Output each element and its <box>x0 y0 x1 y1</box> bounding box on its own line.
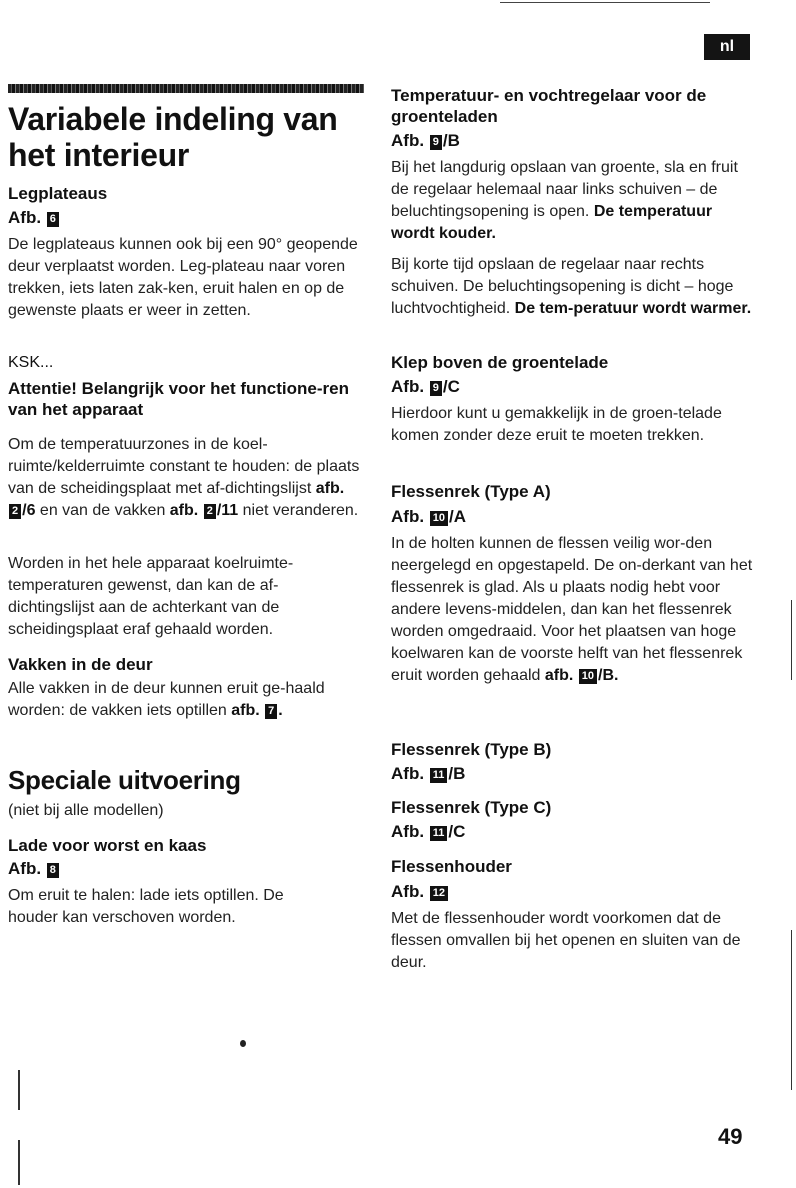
figure-number: 12 <box>430 886 448 901</box>
margin-mark <box>18 1140 20 1185</box>
figure-reference: Afb. 11 /B <box>391 764 466 783</box>
figure-number: 2 <box>204 504 216 519</box>
margin-mark <box>18 1070 20 1110</box>
special-title: Speciale uitvoering <box>8 765 241 795</box>
figure-number: 2 <box>9 504 21 519</box>
figure-reference: Afb. 8 <box>8 858 60 880</box>
ink-dot <box>240 1040 246 1047</box>
figure-number: 6 <box>47 212 59 227</box>
bottle-rack-b-heading: Flessenrek (Type B) <box>391 740 552 759</box>
special-note: (niet bij alle modellen) <box>8 802 164 819</box>
legplateaus-text: De legplateaus kunnen ook bij een 90° geopende deur verplaatst worden. Leg-plateau naar voren trekken, iets laten zak-ken, eruit halen en op de gewenste plaats er weer in zetten. <box>8 236 358 319</box>
door-compartments-heading: Vakken in de deur <box>8 655 153 674</box>
legplateaus-heading: Legplateaus <box>8 184 108 203</box>
figure-number: 10 <box>579 669 597 684</box>
regulator-text-2: Bij korte tijd opslaan de regelaar naar rechts schuiven. De beluchtingsopening is dicht – hoge luchtvochtigheid. De tem-peratuur wordt warmer. <box>391 256 752 317</box>
bottle-rack-a-heading: Flessenrek (Type A) <box>391 482 551 501</box>
figure-number: 9 <box>430 135 442 150</box>
door-compartments-text: Alle vakken in de deur kunnen eruit ge-haald worden: de vakken iets optillen afb. 7 . <box>8 680 325 719</box>
figure-number: 10 <box>430 511 448 526</box>
language-badge: nl <box>704 34 750 60</box>
header-bar <box>8 84 364 93</box>
figure-number: 11 <box>430 768 448 783</box>
section-title: Variabele indeling van het interieur <box>8 101 338 173</box>
bottle-rack-a-text: In de holten kunnen de flessen veilig wor-den neergelegd en opgestapeld. De on-derkant van het flessenrek is glad. Als u plaats nodig hebt voor andere levens-middelen, dan kan het flessenrek worden omgedraaid. Voor het plaatsen van hoge koelwaren kan de voorste helft van het flessenrek eruit worden gehaald afb. 10 /B. <box>391 535 753 684</box>
figure-reference: Afb. 6 <box>8 207 60 229</box>
regulator-text-1: Bij het langdurig opslaan van groente, sla en fruit de regelaar helemaal naar links schuiven – de beluchtingsopening is open. De temperatuur wordt kouder. <box>391 159 738 242</box>
page-number: 49 <box>718 1124 743 1149</box>
margin-mark <box>791 930 792 1090</box>
bottle-rack-c-heading: Flessenrek (Type C) <box>391 798 552 817</box>
attention-text: Om de temperatuurzones in de koel-ruimte/kelderruimte constant te houden: de plaats van de scheidingsplaat met af-dichtingslijst afb. 2 /6 en van de vakken afb. 2 /11 niet veranderen. <box>8 436 360 519</box>
figure-number: 8 <box>47 863 59 878</box>
model-label: KSK... <box>8 354 54 371</box>
margin-mark <box>791 600 792 680</box>
drawer-heading: Lade voor worst en kaas <box>8 836 207 855</box>
attention-text-2: Worden in het hele apparaat koelruimte-temperaturen gewenst, dan kan de af-dichtingslijst aan de achterkant van de scheidingsplaat eraf gehaald worden. <box>8 555 294 638</box>
drawer-text: Om eruit te halen: lade iets optillen. De houder kan verschoven worden. <box>8 887 284 926</box>
figure-reference: Afb. 12 <box>391 881 449 903</box>
flap-text: Hierdoor kunt u gemakkelijk in de groen-telade komen zonder deze eruit te moeten trekken. <box>391 405 722 444</box>
bottle-holder-text: Met de flessenhouder wordt voorkomen dat de flessen omvallen bij het openen en sluiten van de deur. <box>391 910 741 971</box>
regulator-heading: Temperatuur- en vochtregelaar voor de groenteladen <box>391 86 707 126</box>
figure-number: 7 <box>265 704 277 719</box>
top-rule <box>500 2 710 3</box>
bottle-holder-heading: Flessenhouder <box>391 857 512 876</box>
figure-reference: Afb. 9 /B <box>391 131 460 150</box>
figure-number: 9 <box>430 381 442 396</box>
figure-reference: Afb. 11 /C <box>391 822 466 841</box>
figure-number: 11 <box>430 826 448 841</box>
figure-reference: Afb. 10 /A <box>391 507 467 526</box>
figure-reference: Afb. 9 /C <box>391 377 460 396</box>
attention-heading: Attentie! Belangrijk voor het functione-ren van het apparaat <box>8 379 349 419</box>
flap-heading: Klep boven de groentelade <box>391 353 609 372</box>
